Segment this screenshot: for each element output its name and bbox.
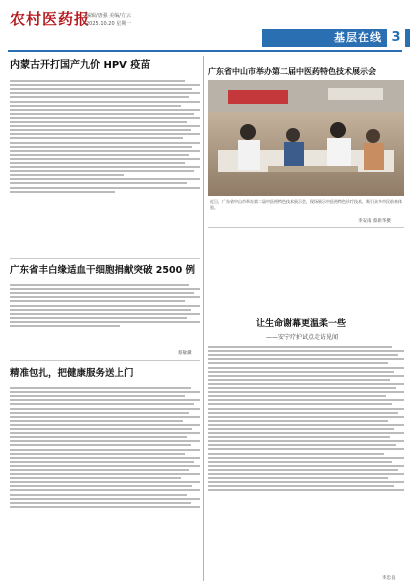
- article-5-title[interactable]: 让生命谢幕更温柔一些: [256, 319, 347, 329]
- divider: [208, 227, 404, 228]
- article-1-body: [10, 78, 200, 254]
- photo-credit: 李安南 蔡新华摄: [358, 219, 391, 224]
- article-3-body: [10, 282, 200, 352]
- masthead: [0, 0, 410, 50]
- article-4-body: [10, 385, 200, 580]
- article-1-title[interactable]: 内蒙古开打国产九价 HPV 疫苗: [10, 60, 151, 71]
- photo-caption: 近日，广东省中山市举办第二届中医药特色技术展示会，现场展示中医药特色诊疗技术，吸引众多市民前来体验。: [210, 199, 402, 210]
- newspaper-logo: 农村医药报: [10, 10, 91, 28]
- edition-line-2: 2025.10.20 星期一: [86, 21, 132, 27]
- page-number: 3: [387, 29, 405, 47]
- article-5-byline: 李忠良: [382, 576, 396, 581]
- article-3-byline: 蔡敏骥: [178, 351, 192, 356]
- article-3-title[interactable]: 广东省丰白缘适血干细胞捐献突破 2500 例: [10, 265, 196, 276]
- divider: [10, 258, 200, 259]
- column-separator: [203, 56, 204, 581]
- header-rule: [8, 50, 402, 52]
- article-4-title[interactable]: 精准包扎，把健康服务送上门: [10, 368, 134, 379]
- edition-line-1: 编辑/唐强 美编/方云: [86, 13, 131, 19]
- divider: [10, 360, 200, 361]
- section-title: 基层在线: [334, 31, 382, 44]
- article-5-subtitle: ——安宁疗护试点走访见闻: [266, 334, 339, 341]
- article-5-body: [208, 344, 404, 572]
- edition-info: [86, 12, 131, 28]
- clinic-event-image: [208, 80, 404, 196]
- article-2-title[interactable]: 广东省中山市举办第二届中医药特色技术展示会: [208, 67, 376, 76]
